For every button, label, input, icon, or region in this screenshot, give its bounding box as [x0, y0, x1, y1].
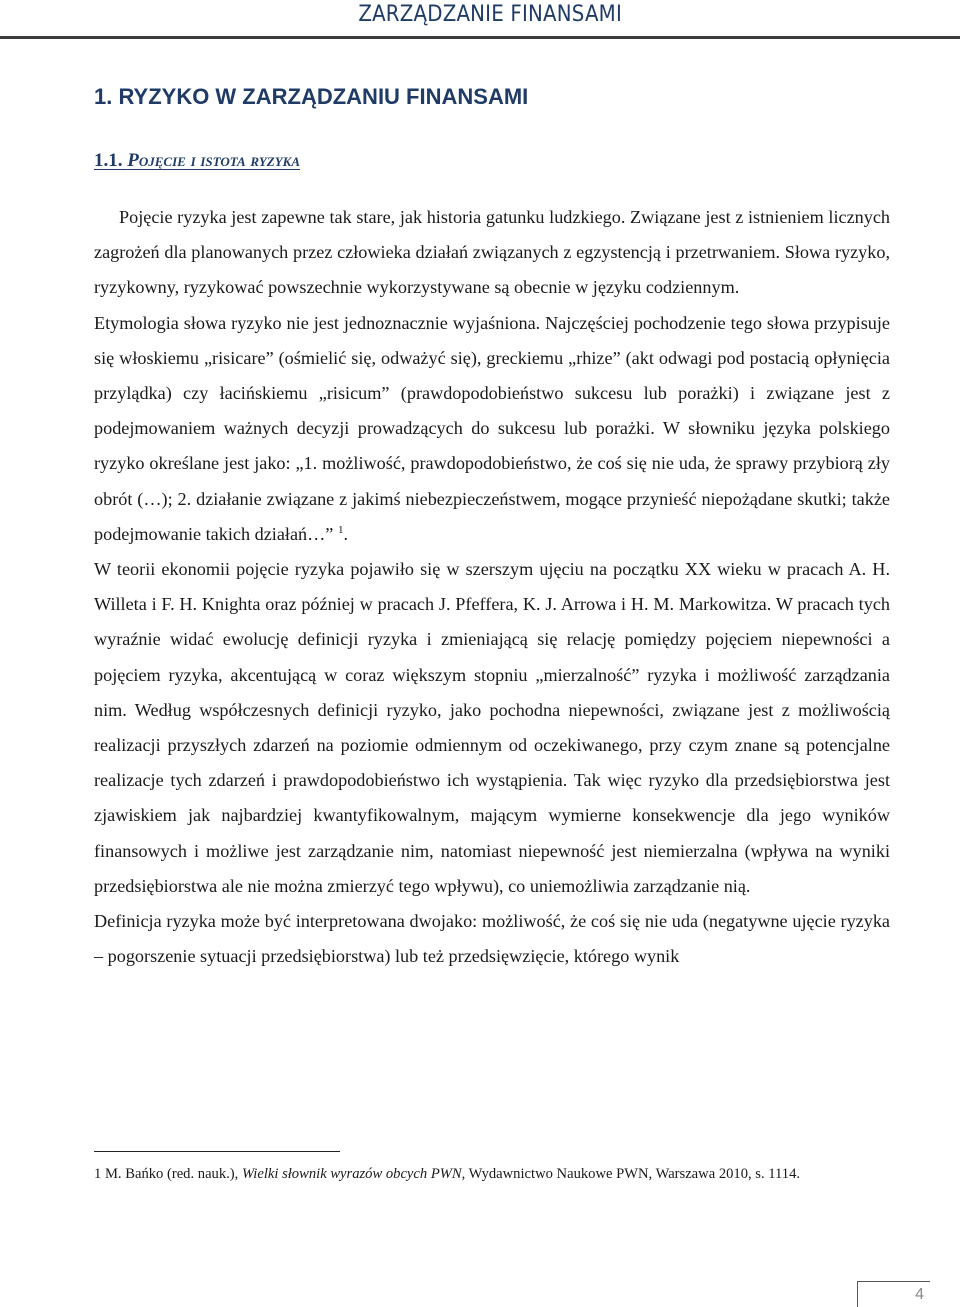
footnote-rest: , Wydawnictwo Naukowe PWN, Warszawa 2010, s. 1114.: [461, 1166, 801, 1182]
running-header-title: ZARZĄDZANIE FINANSAMI: [358, 2, 622, 27]
section-title: Pojęcie i istota ryzyka: [127, 150, 301, 171]
footnote-separator: [94, 1151, 340, 1152]
paragraph-4: Definicja ryzyka może być interpretowana dwojako: możliwość, że coś się nie uda (negatywne ujęcie ryzyka – pogorszenie sytuacji przedsiębiorstwa) lub też przedsięwzięcie, którego wynik: [94, 911, 890, 967]
paragraph-1: Pojęcie ryzyka jest zapewne tak stare, jak historia gatunku ludzkiego. Związane jest z istnieniem licznych zagrożeń dla planowanych przez człowieka działań związanych z egzystencją i przetrwaniem. Słowa ryzyko, ryzykowny, ryzykować powszechnie wykorzystywane są obecnie w języku codziennym.: [94, 207, 890, 298]
header-rule: [0, 36, 960, 39]
body-text: [94, 200, 890, 974]
footnote-title: Wielki słownik wyrazów obcych PWN: [241, 1166, 462, 1182]
footnote-marker: 1: [94, 1166, 102, 1182]
footnote-author: M. Bańko (red. nauk.),: [104, 1166, 239, 1182]
paragraph-2-end: .: [343, 523, 348, 544]
paragraph-2-text: Etymologia słowa ryzyko nie jest jednoznacznie wyjaśniona. Najczęściej pochodzenie tego słowa przypisuje się włoskiemu „risicare” (ośmielić się, odważyć się), greckiemu „rhize” (akt odwagi pod postacią opłynięcia przylądka) czy łacińskiemu „risicum” (prawdopodobieństwo sukcesu lub porażki) i związane jest z podejmowaniem ważnych decyzji prowadzących do sukcesu lub porażki. W słowniku języka polskiego ryzyko określane jest jako: „1. możliwość, prawdopodobieństwo, że coś się nie uda, że sprawy przybiorą zły obrót (…); 2. działanie związane z jakimś niebezpieczeństwem, mogące przynieść niepożądane skutki; także podejmowanie takich działań…”: [94, 312, 890, 544]
paragraph-2: [94, 306, 890, 552]
page-header: [0, 0, 960, 44]
chapter-heading: 1. RYZYKO W ZARZĄDZANIU FINANSAMI: [94, 84, 529, 109]
footnote-reference[interactable]: 1: [337, 523, 344, 536]
paragraph-3: W teorii ekonomii pojęcie ryzyka pojawiło się w szerszym ujęciu na początku XX wieku w pracach A. H. Willeta i F. H. Knighta oraz później w pracach J. Pfeffera, K. J. Arrowa i H. M. Markowitza. W pracach tych wyraźnie widać ewolucję definicji ryzyka i zmieniającą się relację pomiędzy pojęciem niepewności a pojęciem ryzyka, akcentującą w coraz większym stopniu „mierzalność” ryzyka i możliwość zarządzania nim. Według współczesnych definicji ryzyko, jako pochodna niepewności, związane jest z możliwością realizacji przyszłych zdarzeń na poziomie odmiennym od oczekiwanego, przy czym znane są potencjalne realizacje tych zdarzeń i prawdopodobieństwo ich wystąpienia. Tak więc ryzyko dla przedsiębiorstwa jest zjawiskiem jak najbardziej kwantyfikowalnym, mającym wymierne konsekwencje dla jego wyników finansowych i możliwe jest zarządzanie nim, natomiast niepewność jest niemierzalna (wpływa na wyniki przedsiębiorstwa ale nie można zmierzyć tego wpływu), co uniemożliwia zarządzanie nią.: [94, 559, 890, 896]
section-number: 1.1.: [94, 150, 123, 171]
page-number: 4: [915, 1286, 924, 1303]
section-heading: [94, 150, 300, 172]
page-number-box: [857, 1281, 930, 1307]
footnote: [94, 1158, 890, 1191]
